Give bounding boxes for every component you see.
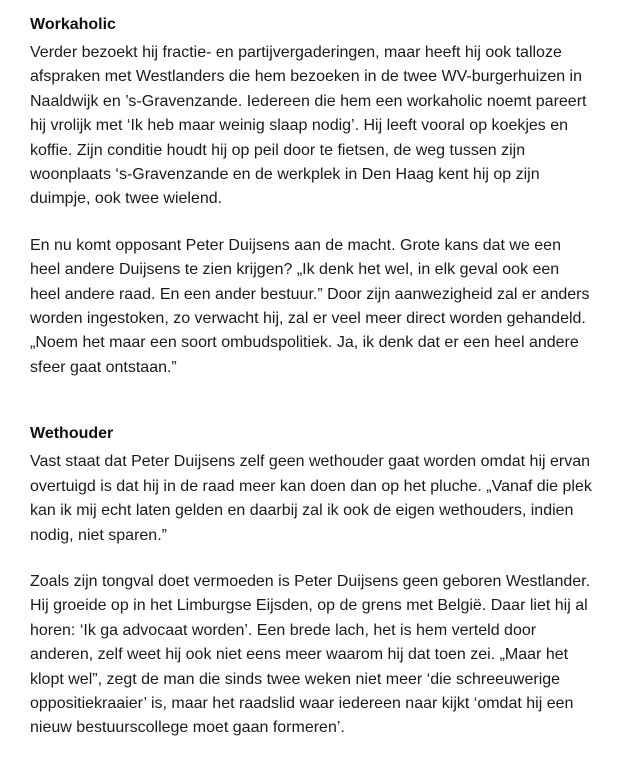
paragraph-spacer (30, 212, 624, 234)
paragraph-line: kan ik mij echt laten gelden en daarbij zal ik ook de eigen wethouders, indien (30, 502, 574, 520)
paragraph-line: Zoals zijn tongval doet vermoeden is Peter Duijsens geen geboren Westlander. (30, 572, 591, 590)
paragraph-line: koffie. Zijn conditie houdt hij op peil door te fietsen, de weg tussen zijn (30, 141, 526, 159)
paragraph-line: woonplaats ‘s-Gravenzande en de werkplek in Den Haag kent hij op zijn (30, 166, 540, 184)
section-spacer (30, 380, 624, 422)
paragraph-line: anderen, zelf weet hij ook niet eens meer waarom hij dat toen zei. „Maar het (30, 646, 569, 664)
paragraph-line: hij vrolijk met ‘Ik heb maar weinig slaap nodig’. Hij leeft vooral op koekjes en (30, 117, 569, 135)
paragraph-line: heel andere Duijsens te zien krijgen? „Ik denk het wel, in elk geval ook een (30, 261, 560, 279)
paragraph-line: En nu komt opposant Peter Duijsens aan de macht. Grote kans dat we een (30, 236, 561, 254)
paragraph-line: worden ingestoken, zo verwacht hij, zal er veel meer direct worden gehandeld. (30, 310, 586, 328)
paragraph-line: sfeer gaat ontstaan.” (30, 358, 177, 376)
paragraph-line: klopt wel”, zegt de man die sinds twee weken niet meer ‘die schreeuwerige (30, 670, 561, 688)
paragraph-line: Verder bezoekt hij fractie- en partijvergaderingen, maar heeft hij ook talloze (30, 44, 562, 61)
paragraph-line: nodig, niet sparen.” (30, 526, 167, 544)
paragraph (30, 234, 624, 380)
paragraph-line: heel andere raad. En een ander bestuur.” Door zijn aanwezigheid zal er anders (30, 285, 590, 303)
paragraph-line: horen: ‘Ik ga advocaat worden’. Een brede lach, het is hem verteld door (30, 621, 537, 639)
paragraph (30, 570, 624, 741)
section-heading: Wethouder (30, 425, 114, 443)
paragraph-line: Naaldwijk en ’s-Gravenzande. Iedereen die hem een workaholic noemt pareert (30, 92, 587, 110)
paragraph-line: afspraken met Westlanders die hem bezoeken in de twee WV-burgerhuizen in (30, 68, 583, 86)
paragraph-line: nieuw bestuurscollege moet gaan formeren’. (30, 719, 345, 737)
section-heading: Workaholic (30, 16, 116, 33)
paragraph-line: Hij groeide op in het Limburgse Eijsden, op de grens met België. Daar liet hij al (30, 597, 588, 615)
paragraph-line: overtuigd is dat hij in de raad meer kan doen dan op het pluche. „Vanaf die plek (30, 477, 592, 495)
paragraph-line: „Noem het maar een soort ombudspolitiek. Ja, ik denk dat er een heel andere (30, 334, 579, 352)
paragraph (30, 450, 624, 548)
paragraph-line: duimpje, ook twee wielend. (30, 190, 223, 208)
section-workaholic (30, 13, 624, 380)
section-wethouder (30, 422, 624, 740)
paragraph-spacer (30, 548, 624, 570)
paragraph-line: oppositiekraaier’ is, maar het raadslid waar iedereen naar kijkt ‘omdat hij een (30, 694, 574, 712)
paragraph-line: Vast staat dat Peter Duijsens zelf geen wethouder gaat worden omdat hij ervan (30, 453, 591, 471)
paragraph (30, 41, 624, 212)
